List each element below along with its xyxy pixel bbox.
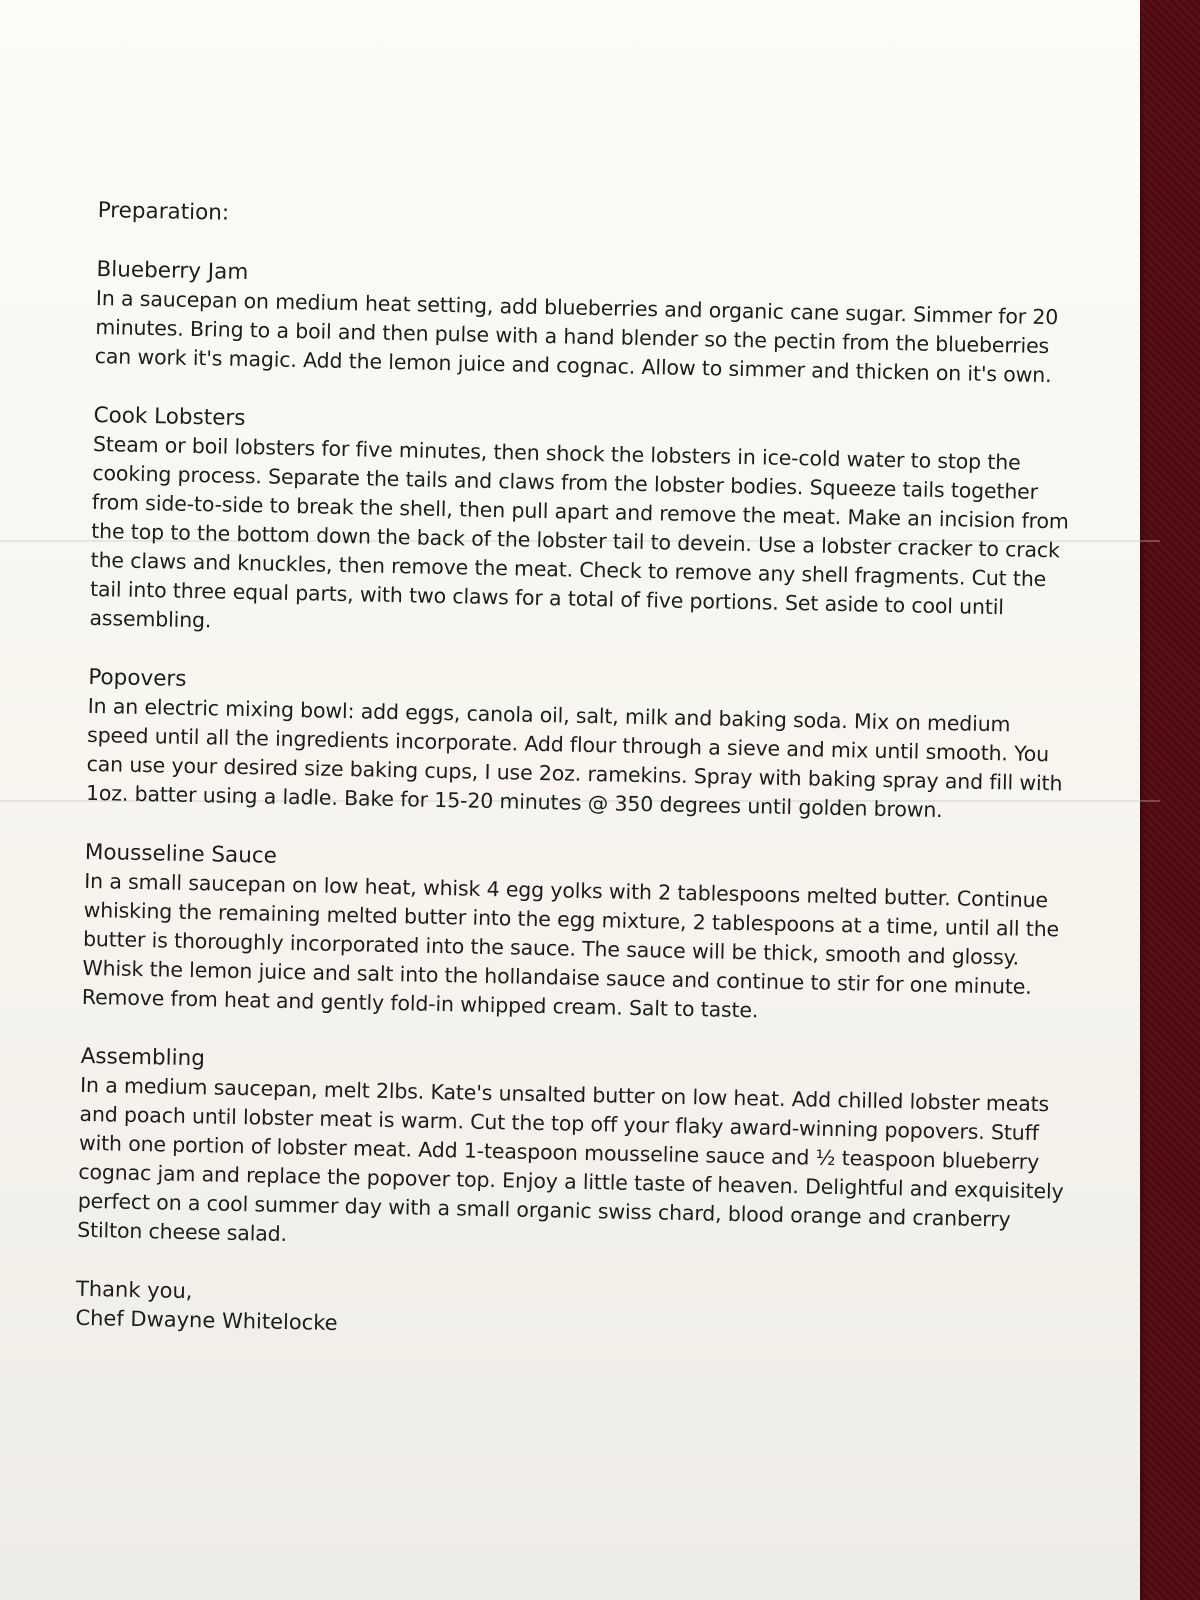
section-blueberry-jam	[94, 255, 1086, 391]
recipe-document	[75, 196, 1088, 1353]
section-title: Blueberry Jam	[96, 256, 249, 286]
section-title: Popovers	[88, 664, 187, 692]
section-body: In a small saucepan on low heat, whisk 4 egg yolks with 2 tablespoons melted butter. Continue whisking the remaining melted butter into the egg mixture, 2 tablespoons at a time, until all the butter is thoroughly incorporated into the sauce. The sauce will be thick, smooth and glossy. Whisk the lemon juice and salt into the hollandaise sauce and continue to stir for one minute. Remove from heat and gently fold-in whipped cream. Salt to taste.	[81, 868, 1060, 1023]
section-assembling	[77, 1042, 1071, 1265]
signature: Chef Dwayne Whitelocke	[75, 1305, 338, 1336]
section-title: Mousseline Sauce	[84, 839, 278, 869]
section-body: Steam or boil lobsters for five minutes, then shock the lobsters in ice-cold water to stop the cooking process. Separate the tails and claws from the lobster bodies. Squeeze tails together from side-to-side to break the shell, then pull apart and remove the meat. Make an incision from the top to the bottom down the back of the lobster tail to devein. Use a lobster cracker to crack the claws and knuckles, then remove the meat. Check to remove any shell fragments. Cut the tail into three equal parts, with two claws for a total of five portions. Set aside to cool until assembling.	[89, 431, 1069, 633]
section-mousseline-sauce	[82, 838, 1075, 1032]
section-title: Assembling	[80, 1043, 206, 1072]
section-body: In a saucepan on medium heat setting, add blueberries and organic cane sugar. Simmer for 20 minutes. Bring to a boil and then pulse with a hand blender so the pectin from the blueberries can work it's magic. Add the lemon juice and cognac. Allow to simmer and thicken on it's own.	[94, 285, 1059, 388]
section-popovers	[86, 663, 1079, 828]
preparation-heading: Preparation:	[97, 197, 230, 226]
section-body: In an electric mixing bowl: add eggs, canola oil, salt, milk and baking soda. Mix on medium speed until all the ingredients incorporate. Add flour through a sieve and mix until smooth. You can use your desired size baking cups, I use 2oz. ramekins. Spray with baking spray and fill with 1oz. batter using a ladle. Bake for 15-20 minutes @ 350 degrees until golden brown.	[85, 693, 1063, 823]
section-body: In a medium saucepan, melt 2lbs. Kate's unsalted butter on low heat. Add chilled lobster meats and poach until lobster meat is warm. Cut the top off your flaky award-winning popovers. Stuff with one portion of lobster meat. Add 1-teaspoon mousseline sauce and ½ teaspoon blueberry cognac jam and replace the popover top. Enjoy a little taste of heaven. Delightful and exquisitely perfect on a cool summer day with a small organic swiss chard, blood orange and cranberry Stilton cheese salad.	[77, 1072, 1064, 1246]
section-title: Cook Lobsters	[93, 402, 246, 432]
closing-line: Thank you,	[75, 1276, 193, 1304]
section-cook-lobsters	[89, 401, 1083, 653]
